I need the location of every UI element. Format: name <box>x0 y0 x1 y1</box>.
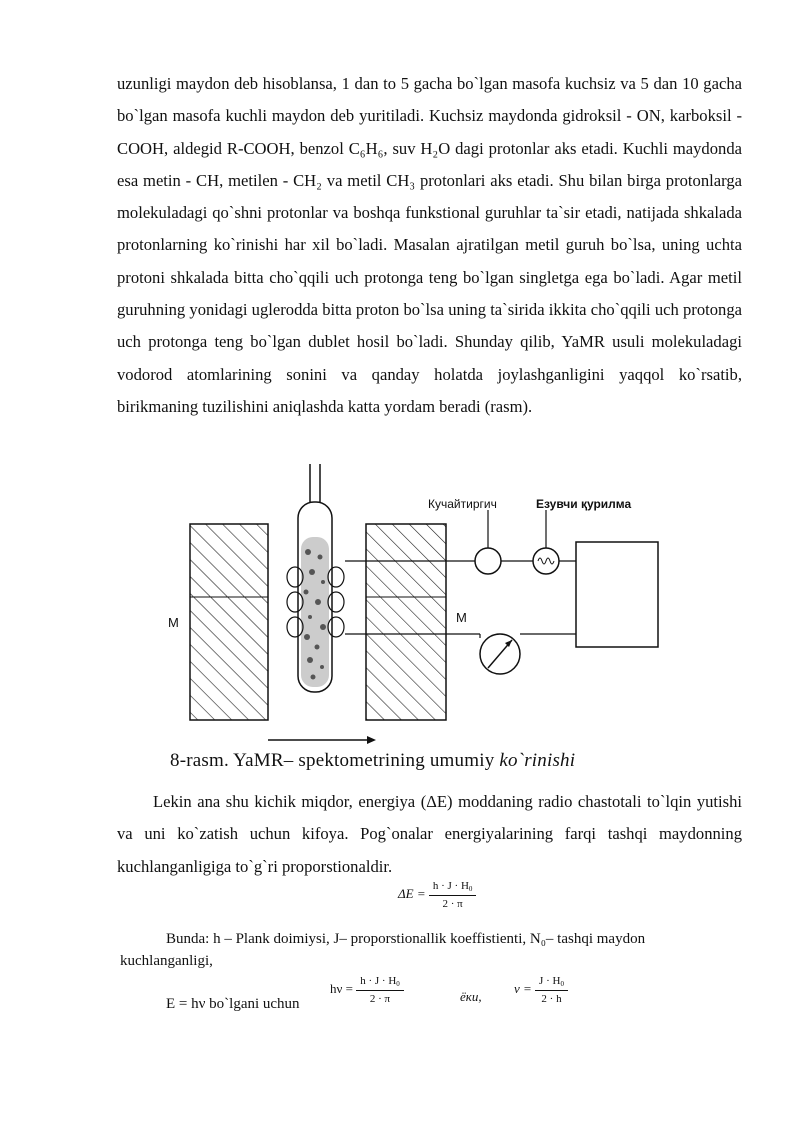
formula-2-middle: ёки, <box>460 989 482 1004</box>
figure-caption <box>170 750 575 772</box>
formula-2-prefix: E = hν bo`lgani uchun <box>166 996 300 1012</box>
bunda-definition <box>120 928 746 972</box>
formula-3-numerator-sub: 0 <box>560 980 564 988</box>
sample-content <box>301 537 329 687</box>
caption-italic: ko`rinishi <box>499 750 576 771</box>
formula-1-fraction <box>429 880 477 910</box>
recorder-label: Езувчи қурилма <box>536 497 632 511</box>
magnet-left-label: M <box>168 615 179 630</box>
formula-3-denominator: 2 · h <box>541 993 562 1005</box>
formula-3-fraction <box>535 975 568 1005</box>
formula-2-fraction <box>356 975 404 1005</box>
formula-3-main <box>514 975 568 1005</box>
body-paragraph-2: Lekin ana shu kichik miqdor, energiya (ΔE) moddaning radio chastotali to`lqin yutishi va uni ko`zatish uchun kifoya. Pog`onalar energiyalarining farqi tashqi maydonning kuchlanganligiga to`g`ri proporstionaldir. <box>117 792 742 876</box>
bunda-line-1: Bunda: h – Plank doimiysi, J– proporstionallik koeffistienti, N₀– tashqi maydon <box>166 931 646 947</box>
left-magnet <box>190 524 268 720</box>
formula-2-row <box>166 975 766 1025</box>
formula-1-numerator-sub: 0 <box>468 885 473 893</box>
body-paragraph-1: uzunligi maydon deb hisoblansa, 1 dan to 5 gacha bo`lgan masofa kuchsiz va 5 dan 10 gacha bo`lgan masofa kuchli maydon deb yuritiladi. Kuchsiz maydonda gidroksil - ON, karboksil - COOH, aldegid R-COOH, benzol C₆H₆, suv H₂O dagi protonlar aks etadi. Kuchli maydonda esa metin - CH, metilen - CH₂ va metil CH₃ protonlari aks etadi. Shu bilan birga protonlarga molekuladagi qo`shni protonlar va boshqa funkstional guruhlar ta`sir etadi, natijada shkalada protonlarning ko`rinishi har xil bo`ladi. Masalan ajratilgan metil guruh bo`lsa, uning uchta protoni shkalada bitta cho`qqili uch protonga teng bo`lgan singletga ega bo`ladi. Agar metil guruhning yonidagi uglerodda bitta proton bo`lsa uning ta`sirida ikkita cho`qqili uch protonga uch protonga teng bo`lgan dublet hosil bo`ladi. Shunday qilib, YaMR usuli molekuladagi vodorod atomlarining sonini va qanday holatda joylashganligini yaqqol ko`rsatib, birikmaning tuzilishini aniqlashda katta yordam beradi (rasm). <box>117 74 742 416</box>
formula-2-denominator: 2 · π <box>369 993 391 1005</box>
caption-text: 8-rasm. YaMR– spektometrining umumiy <box>170 750 500 771</box>
amplifier <box>475 548 501 574</box>
recorder-box <box>576 542 658 647</box>
formula-3-lhs: ν = <box>514 980 532 996</box>
formula-2-main <box>330 975 404 1005</box>
right-magnet <box>366 524 446 720</box>
formula-3-numerator: J · H <box>539 975 561 987</box>
amplifier-label: Кучайтиргич <box>428 497 497 511</box>
formula-2-lhs: hν = <box>330 980 353 996</box>
formula-1-numerator: h · J · H <box>432 880 469 892</box>
nmr-spectrometer-diagram <box>160 462 660 752</box>
magnet-right-label: M <box>456 610 467 625</box>
formula-2-numerator-sub: 0 <box>396 980 400 988</box>
energy-formula <box>398 880 476 910</box>
bunda-line-2: kuchlanganligi, <box>120 953 213 969</box>
formula-1-lhs: ΔE = <box>398 885 426 901</box>
formula-1-denominator: 2 · π <box>442 898 463 910</box>
field-direction-arrow-icon <box>367 736 376 744</box>
formula-2-numerator: h · J · H <box>360 975 397 987</box>
